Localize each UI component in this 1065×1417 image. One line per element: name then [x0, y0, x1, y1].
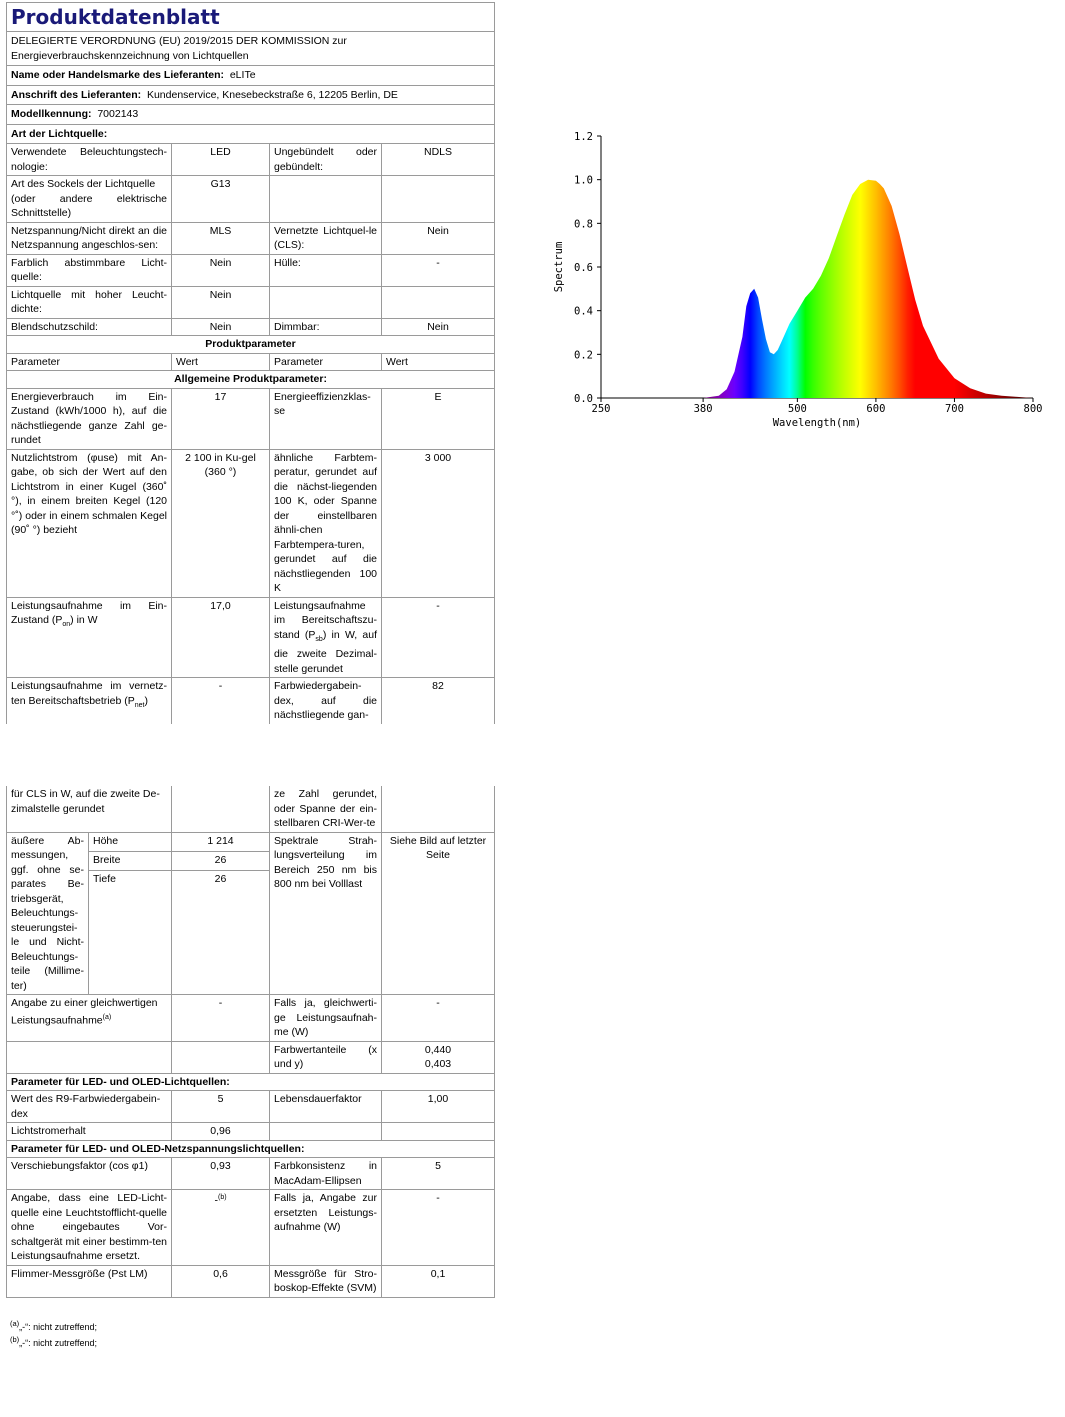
- param-value: [172, 1190, 270, 1266]
- label-subscript: on: [62, 621, 71, 629]
- address-label: Anschrift des Lieferanten:: [11, 88, 142, 101]
- param-value: 82: [382, 678, 495, 724]
- param-value: 5: [172, 1091, 270, 1123]
- param-label: Farbwiedergabein-dex, auf die nächstliegende gan-: [270, 678, 382, 724]
- datasheet-table-page1: [6, 2, 495, 724]
- regulation-text: DELEGIERTE VERORDNUNG (EU) 2019/2015 DER KOMMISSION zur Energieverbrauchskennzeichnung von Lichtquellen: [7, 32, 495, 66]
- param-value: E: [382, 388, 495, 449]
- param-label: [7, 176, 172, 223]
- footnote-text: „-“: nicht zutreffend;: [19, 1322, 98, 1332]
- param-label: Wert des R9-Farbwiedergabein-dex: [7, 1091, 172, 1123]
- chroma-x: 0,440: [424, 1043, 452, 1056]
- dim-name: Tiefe: [89, 871, 172, 995]
- led-params-header: Parameter für LED- und OLED-Lichtquellen:: [7, 1073, 495, 1091]
- table-row: [7, 1091, 495, 1123]
- param-value: Nein: [172, 318, 270, 336]
- col-header-value: Wert: [382, 353, 495, 371]
- param-value: 0,96: [172, 1123, 270, 1141]
- dim-value: 26: [172, 851, 270, 870]
- table-row: [7, 1041, 495, 1073]
- param-label: Lichtquelle mit hoher Leucht-dichte:: [7, 286, 172, 318]
- socket-label: Art des Sockels der Lichtquelle: [11, 178, 156, 190]
- param-value: NDLS: [382, 144, 495, 176]
- param-label: [7, 1041, 172, 1073]
- table-row: [7, 318, 495, 336]
- param-value: [382, 1123, 495, 1141]
- footnote-text: „-“: nicht zutreffend;: [19, 1338, 98, 1348]
- y-tick-label: 1.0: [574, 174, 593, 187]
- supplier-label: Name oder Handelsmarke des Lieferanten:: [11, 69, 224, 81]
- x-axis-label: Wavelength(nm): [772, 417, 862, 429]
- spectral-value: Siehe Bild auf letzter Seite: [382, 832, 495, 995]
- param-value: Nein: [382, 318, 495, 336]
- label-part: ) in W: [70, 614, 98, 626]
- spectrum-chart: [548, 126, 1048, 436]
- param-value: 0,6: [172, 1265, 270, 1297]
- table-row: [7, 995, 495, 1042]
- param-value: 2 100 in Ku-gel (360 °): [172, 449, 270, 597]
- light-source-type-header: Art der Lichtquelle:: [7, 124, 495, 144]
- table-row: [7, 1158, 495, 1190]
- param-value: [382, 786, 495, 832]
- param-label: Verschiebungsfaktor (cos φ1): [7, 1158, 172, 1190]
- label-subscript: sb: [315, 635, 323, 643]
- param-label: Lebensdauerfaktor: [270, 1091, 382, 1123]
- supplier-row: [7, 66, 495, 86]
- param-value: 5: [382, 1158, 495, 1190]
- y-axis-label: Spectrum: [553, 241, 565, 293]
- param-value: [172, 786, 270, 832]
- param-label: ähnliche Farbtem-peratur, gerundet auf die nächst-liegenden 100 K, oder Spanne der einstellbaren ähnli-chen Farbtempera-turen, gerundet auf die nächstliegenden 100 K: [270, 449, 382, 597]
- spectral-label: Spektrale Strah-lungsverteilung im Bereich 250 nm bis 800 nm bei Volllast: [270, 832, 382, 995]
- table-row: [7, 678, 495, 724]
- param-label: für CLS in W, auf die zweite De-zimalstelle gerundet: [7, 786, 172, 832]
- datasheet-table-page2: [6, 786, 495, 1298]
- y-tick-label: 0.6: [574, 262, 593, 274]
- param-value: 3 000: [382, 449, 495, 597]
- param-value: -: [382, 1190, 495, 1266]
- model-value: 7002143: [97, 108, 139, 120]
- table-row: [7, 144, 495, 176]
- param-label: Farbwertanteile (x und y): [270, 1041, 382, 1073]
- param-label: [270, 176, 382, 223]
- spectrum-area: [703, 180, 1033, 398]
- param-value: -: [382, 597, 495, 678]
- param-label: [7, 597, 172, 678]
- y-tick-label: 0.8: [574, 218, 593, 231]
- param-label: [270, 286, 382, 318]
- footnote-a: [10, 1318, 97, 1333]
- footnote-marker: (a): [10, 1319, 20, 1328]
- dim-value: 1 214: [172, 832, 270, 851]
- param-label: Flimmer-Messgröße (Pst LM): [7, 1265, 172, 1297]
- param-label: Ungebündelt oder gebündelt:: [270, 144, 382, 176]
- table-row: [7, 1123, 495, 1141]
- x-tick-label: 700: [944, 403, 964, 415]
- general-params-header: Allgemeine Produktparameter:: [7, 371, 495, 389]
- page-title: Produktdatenblatt: [7, 3, 495, 32]
- param-label: Falls ja, Angabe zur ersetzten Leistungs-aufnahme (W): [270, 1190, 382, 1266]
- table-row: [7, 388, 495, 449]
- table-row: [7, 786, 495, 832]
- table-row: [7, 254, 495, 286]
- param-value: Nein: [382, 222, 495, 254]
- param-value: 0,1: [382, 1265, 495, 1297]
- param-label: Blendschutzschild:: [7, 318, 172, 336]
- y-tick-label: 0.2: [574, 349, 593, 362]
- param-value: [382, 176, 495, 223]
- param-label: Farbkonsistenz in MacAdam-Ellipsen: [270, 1158, 382, 1190]
- dimensions-label: äußere Ab-messungen, ggf. ohne se-parates Be-triebsgerät, Beleuchtungs-steuerungstei-le und Nicht-Beleuchtungs-teile (Millime-ter): [7, 832, 89, 995]
- x-tick-label: 250: [591, 403, 611, 415]
- param-label: Farblich abstimmbare Licht-quelle:: [7, 254, 172, 286]
- param-label: Vernetzte Lichtquel-le (CLS):: [270, 222, 382, 254]
- param-label: Angabe, dass eine LED-Licht-quelle eine Leuchtstofflicht-quelle ohne eingebautes Vor-schaltgerät mit einer bestimm-ten Leistungsaufnahme ersetzt.: [7, 1190, 172, 1266]
- supplier-value: eLITe: [229, 69, 256, 81]
- socket-label-note: (oder andere elektrische Schnittstelle): [11, 192, 167, 219]
- replace-value: -: [214, 1194, 218, 1207]
- param-value: -: [382, 995, 495, 1042]
- param-label: [270, 1123, 382, 1141]
- footnote-ref: (b): [217, 1194, 227, 1201]
- param-label: [7, 678, 172, 724]
- table-row: [7, 597, 495, 678]
- param-value: -: [172, 678, 270, 724]
- col-header-param: Parameter: [7, 353, 172, 371]
- param-value: 17: [172, 388, 270, 449]
- product-params-header: Produktparameter: [7, 336, 495, 354]
- label-part: ): [144, 694, 148, 707]
- table-row: [7, 222, 495, 254]
- x-tick-label: 800: [1023, 403, 1043, 415]
- param-label: Energieverbrauch im Ein-Zustand (kWh/1000 h), auf die nächstliegende ganze Zahl ge-rundet: [7, 388, 172, 449]
- dim-name: Breite: [89, 851, 172, 870]
- param-value: -: [172, 995, 270, 1042]
- param-value: LED: [172, 144, 270, 176]
- param-label: Hülle:: [270, 254, 382, 286]
- param-value: MLS: [172, 222, 270, 254]
- param-label: Verwendete Beleuchtungstech-nologie:: [7, 144, 172, 176]
- x-tick-label: 380: [693, 403, 713, 415]
- param-label: [270, 597, 382, 678]
- param-value: [382, 286, 495, 318]
- param-value: Nein: [172, 286, 270, 318]
- label-part: ) in W, auf die zweite Dezimal-stelle gerundet: [274, 628, 378, 675]
- param-label: Netzspannung/Nicht direkt an die Netzspannung angeschlos-sen:: [7, 222, 172, 254]
- param-value: G13: [172, 176, 270, 223]
- address-value: Kundenservice, Knesebeckstraße 6, 12205 Berlin, DE: [146, 88, 398, 101]
- table-row: [7, 286, 495, 318]
- param-value: Nein: [172, 254, 270, 286]
- model-label: Modellkennung:: [11, 108, 92, 120]
- param-label: Dimmbar:: [270, 318, 382, 336]
- param-label: Nutzlichtstrom (φuse) mit An-gabe, ob sich der Wert auf den Lichtstrom in einer Kugel (360˚ °), in einem breiten Kegel (120 °˚) oder in einem schmalen Kegel (90˚ °) bezieht: [7, 449, 172, 597]
- table-row: [7, 449, 495, 597]
- column-headers: [7, 353, 495, 371]
- chroma-y: 0,403: [424, 1058, 452, 1070]
- dim-value: 26: [172, 871, 270, 995]
- param-label: Messgröße für Stro-boskop-Effekte (SVM): [270, 1265, 382, 1297]
- param-value: [172, 1041, 270, 1073]
- footnote-b: [10, 1334, 97, 1349]
- x-tick-label: 500: [787, 403, 807, 415]
- table-row: [7, 1190, 495, 1266]
- model-row: [7, 105, 495, 125]
- col-header-param: Parameter: [270, 353, 382, 371]
- param-value: 17,0: [172, 597, 270, 678]
- param-label: Lichtstromerhalt: [7, 1123, 172, 1141]
- param-value: 1,00: [382, 1091, 495, 1123]
- label-part: Leistungsaufnahme im vernetz-ten Bereitschaftsbetrieb (P: [11, 680, 167, 707]
- col-header-value: Wert: [172, 353, 270, 371]
- table-row: [7, 832, 495, 851]
- label-part: Leistungsaufnahme im Ein-Zustand (P: [11, 599, 167, 626]
- param-label: Energieeffizienzklas-se: [270, 388, 382, 449]
- equiv-label: Angabe zu einer gleichwertigen Leistungsaufnahme: [11, 997, 158, 1026]
- param-value: [382, 1041, 495, 1073]
- y-tick-label: 1.2: [574, 131, 593, 143]
- dim-name: Höhe: [89, 832, 172, 851]
- table-row: [7, 1265, 495, 1297]
- y-tick-label: 0.4: [574, 305, 593, 318]
- footnote-ref: (a): [102, 1013, 112, 1021]
- param-label: Falls ja, gleichwerti-ge Leistungsaufnah-me (W): [270, 995, 382, 1042]
- param-value: 0,93: [172, 1158, 270, 1190]
- param-label: ze Zahl gerundet, oder Spanne der ein-stellbaren CRI-Wer-te: [270, 786, 382, 832]
- param-value: -: [382, 254, 495, 286]
- x-tick-label: 600: [866, 403, 886, 415]
- mains-params-header: Parameter für LED- und OLED-Netzspannungslichtquellen:: [7, 1140, 495, 1158]
- label-subscript: net: [134, 701, 145, 709]
- footnote-marker: (b): [10, 1335, 20, 1344]
- label-part: Leistungsaufnahme im Bereitschaftszu-stand (P: [274, 599, 377, 641]
- address-row: [7, 85, 495, 105]
- table-row: [7, 176, 495, 223]
- y-tick-label: 0.0: [574, 393, 593, 405]
- param-label: [7, 995, 172, 1042]
